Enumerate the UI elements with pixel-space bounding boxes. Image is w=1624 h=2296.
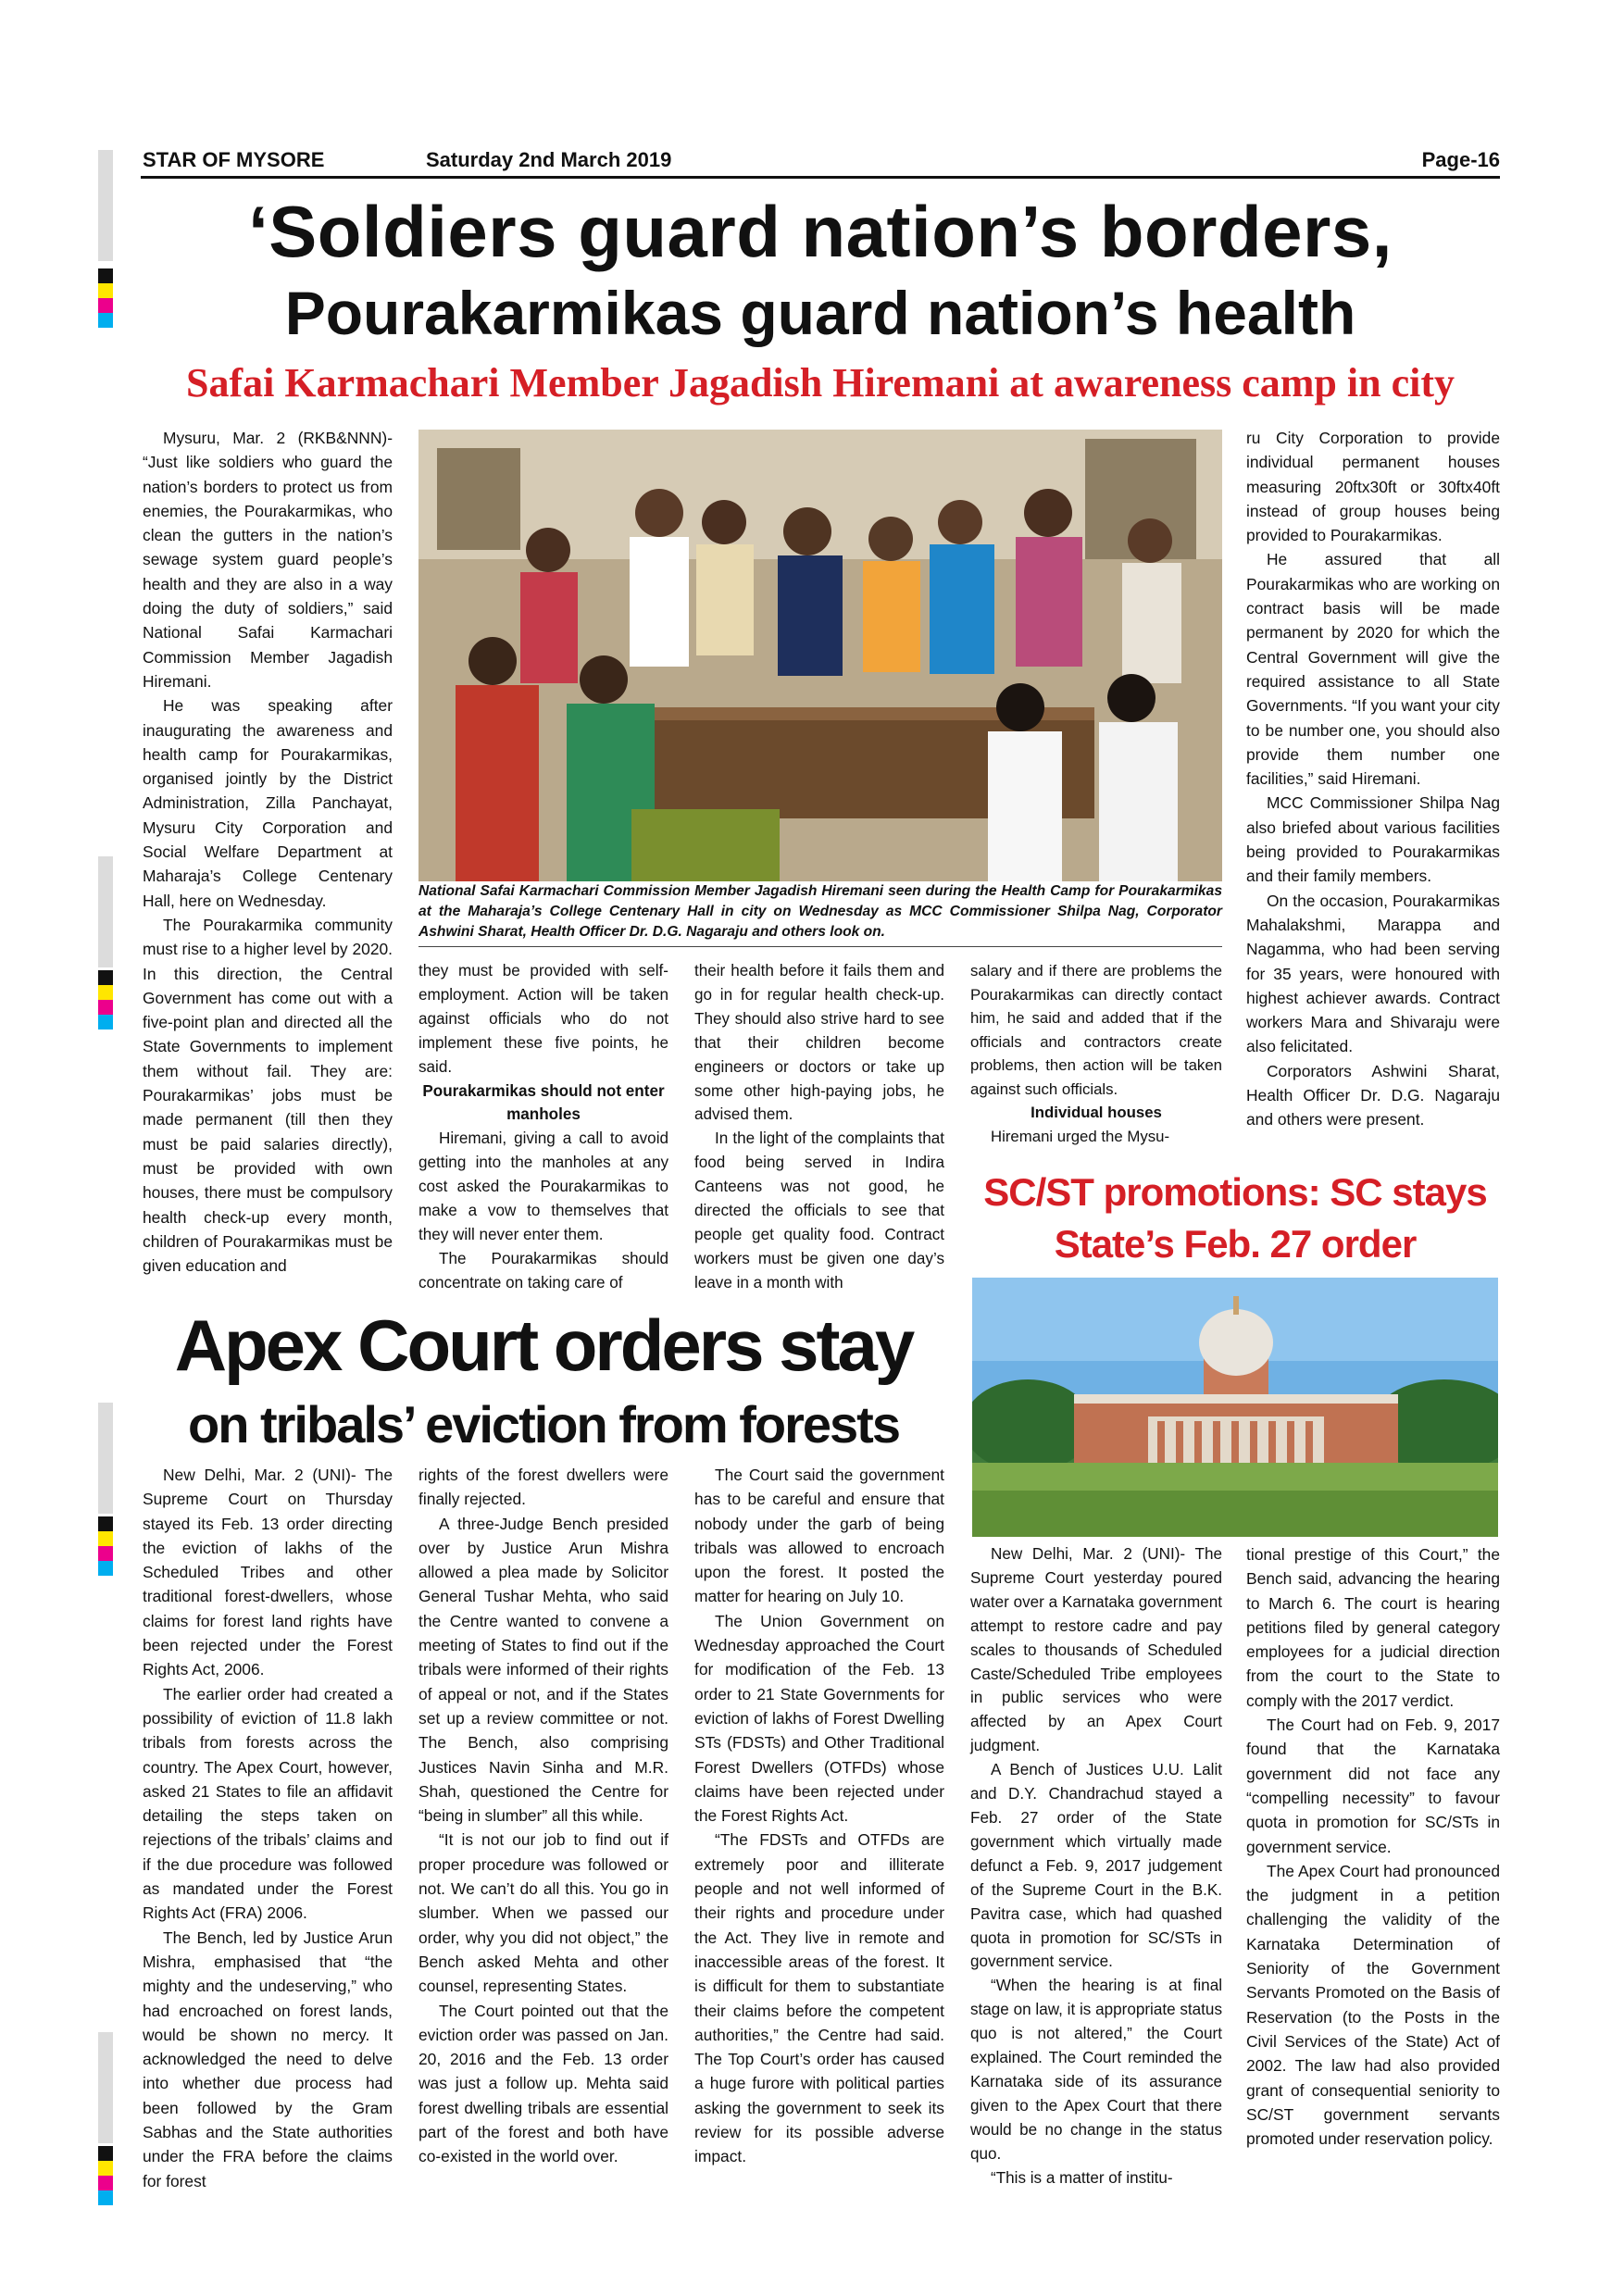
- paragraph: The Court said the government has to be careful and ensure that nobody under the garb of being tribals was allowed to encroach upon the forest. It posted the matter for hearing on July 10.: [694, 1466, 944, 1606]
- story2-headline-line2: on tribals’ eviction from forests: [188, 1395, 899, 1454]
- paragraph: MCC Commissioner Shilpa Nag also briefed about various facilities being provided to Pourakarmikas and their family members.: [1246, 793, 1500, 886]
- color-swatch-magenta: [98, 1000, 113, 1015]
- color-swatch-magenta: [98, 2176, 113, 2190]
- color-swatch-yellow: [98, 1531, 113, 1546]
- paragraph: The Apex Court had pronounced the judgment in a petition challenging the validity of the Karnataka Determination of Seniority of the Government Servants Promoted on the Basis of Reservation (to the Posts in the Civil Services of the State) Act of 2002. The law had also provided grant of consequential seniority to SC/ST government servants promoted under reservation policy.: [1246, 1861, 1500, 2149]
- story2-headline-line1: Apex Court orders stay: [174, 1304, 913, 1386]
- story3-headline-line2: State’s Feb. 27 order: [1054, 1222, 1417, 1266]
- supreme-court-photo: [972, 1278, 1498, 1537]
- color-swatch-black: [98, 1516, 113, 1531]
- paragraph: The Court pointed out that the eviction order was passed on Jan. 20, 2016 and the Feb. 13 order was just a follow up. Mehta said forest dwelling tribals are essential part of the forest and both have co-existed in the world over.: [418, 2001, 668, 2166]
- paragraph: “It is not our job to find out if proper procedure was followed or not. We can’t do all this. You go in slumber. When we passed our order, why you did not object,” the Bench asked Mehta and other counsel, representing States.: [418, 1830, 668, 1996]
- color-swatch-magenta: [98, 298, 113, 313]
- story1-crosshead-houses: Individual houses: [1031, 1104, 1162, 1121]
- masthead-paper-name: STAR OF MYSORE: [143, 148, 325, 171]
- story1-column-5: [1246, 426, 1500, 1132]
- story1-subhead: Safai Karmachari Member Jagadish Hiremani at awareness camp in city: [186, 360, 1455, 406]
- story2-column-2: [418, 1463, 668, 2169]
- color-swatch-magenta: [98, 1546, 113, 1561]
- paragraph: “This is a matter of institu-: [991, 2168, 1173, 2187]
- color-swatch-yellow: [98, 2161, 113, 2176]
- paragraph: He assured that all Pourakarmikas who are working on contract basis will be made permanent by 2020 for which the Central Government will give the required assistance to all State Governments. “If you want your city to be number one, you should also provide them number one facilities,” said Hiremani.: [1246, 550, 1500, 789]
- story3-headline-line1: SC/ST promotions: SC stays: [983, 1170, 1487, 1214]
- paragraph: salary and if there are problems the Pourakarmikas can directly contact him, he said and added that if the officials and contractors create problems, then action will be taken against such officials.: [970, 962, 1222, 1098]
- paragraph: On the occasion, Pourakarmikas Mahalakshmi, Marappa and Nagamma, who had been serving for 35 years, were honoured with highest achiever awards. Contract workers Mara and Shivaraju were also felicitated.: [1246, 891, 1500, 1056]
- paragraph: The Bench, led by Justice Arun Mishra, emphasised that “the mighty and the undeserving,” who had encroached on forest lands, would be shown no mercy. It acknowledged the need to delve into whether due process had been followed by the Gram Sabhas and the State authorities under the FRA before the claims for forest: [143, 1928, 393, 2190]
- color-swatch-cyan: [98, 313, 113, 328]
- paragraph: The Court had on Feb. 9, 2017 found that the Karnataka government did not face any “compelling necessity” to favour quota in promotion for SC/STs in government service.: [1246, 1716, 1500, 1856]
- paragraph: Hiremani, giving a call to avoid getting into the manholes at any cost asked the Pourakarmikas to make a vow to themselves that they will never enter them.: [418, 1129, 668, 1243]
- story3-column-1: [970, 1542, 1222, 2190]
- photo-caption: National Safai Karmachari Commission Member Jagadish Hiremani seen during the Health Camp for Pourakarmikas at the Maharaja’s College Centenary Hall in city on Wednesday as MCC Commissioner Shilpa Nag, Corporator Ashwini Sharat, Health Officer Dr. D.G. Nagaraju and others look on.: [418, 883, 1222, 940]
- health-camp-illustration: [418, 430, 1222, 881]
- paragraph: New Delhi, Mar. 2 (UNI)- The Supreme Court on Thursday stayed its Feb. 13 order directing the eviction of lakhs of the Scheduled Tribes and other traditional forest-dwellers, whose claims for forest land rights have been rejected under the Forest Rights Act, 2006.: [143, 1466, 393, 1679]
- paragraph: A Bench of Justices U.U. Lalit and D.Y. Chandrachud stayed a Feb. 27 order of the State government which virtually made defunct a Feb. 9, 2017 judgement of the Supreme Court in the B.K. Pavitra case, which had quashed quota in promotion for SC/STs in government service.: [970, 1761, 1222, 1971]
- paragraph: New Delhi, Mar. 2 (UNI)- The Supreme Court yesterday poured water over a Karnataka government attempt to restore cadre and pay scales to thousands of Scheduled Caste/Scheduled Tribe employees in public services who were affected by an Apex Court judgment.: [970, 1545, 1222, 1755]
- supreme-court-illustration: [972, 1278, 1498, 1537]
- print-registration-bar: [98, 1403, 113, 1514]
- masthead-rule: [141, 176, 1500, 179]
- paragraph: ru City Corporation to provide individual permanent houses measuring 20ftx30ft or 30ftx40ft instead of group houses being provided to Pourakarmikas.: [1246, 429, 1500, 545]
- color-swatch-yellow: [98, 985, 113, 1000]
- story1-column-2: [418, 959, 668, 1295]
- paragraph: rights of the forest dwellers were finally rejected.: [418, 1466, 668, 1509]
- story1-column-3: [694, 959, 944, 1295]
- paragraph: they must be provided with self-employment. Action will be taken against officials who do not implement these five points, he said.: [418, 962, 668, 1076]
- color-swatch-yellow: [98, 283, 113, 298]
- paragraph: The earlier order had created a possibility of eviction of 11.8 lakh tribals from forests across the country. The Apex Court, however, asked 21 States to file an affidavit detailing the steps taken on rejections of the tribals’ claims and if the due procedure was followed as mandated under the Forest Rights Act (FRA) 2006.: [143, 1684, 393, 1923]
- masthead-date: Saturday 2nd March 2019: [426, 148, 672, 171]
- paragraph: In the light of the complaints that food being served in Indira Canteens was not good, he directed the officials to see that people get quality food. Contract workers must be given one day’s leave in a month with: [694, 1129, 944, 1292]
- color-swatch-cyan: [98, 1561, 113, 1576]
- paragraph: “When the hearing is at final stage on law, it is appropriate status quo is not altered,” the Court explained. The Court reminded the Karnataka side of its assurance given to the Apex Court that there would be no change in the status quo.: [970, 1977, 1222, 2163]
- color-swatch-black: [98, 2146, 113, 2161]
- paragraph: Hiremani urged the Mysu-: [991, 1127, 1170, 1145]
- health-camp-photo: [418, 430, 1222, 881]
- color-swatch-black: [98, 970, 113, 985]
- story1-headline-line1: ‘Soldiers guard nation’s borders,: [248, 191, 1393, 272]
- print-registration-bar: [98, 856, 113, 967]
- color-swatch-cyan: [98, 2190, 113, 2205]
- print-registration-bar: [98, 2032, 113, 2143]
- paragraph: The Pourakarmika community must rise to a higher level by 2020. In this direction, the Central Government has come out with a five-point plan and directed all the State Governments to implement them without fail. They are: Pourakarmikas’ jobs must be made permanent (till then they must be paid salaries directly), must be provided with own houses, there must be compulsory health check-up every month, children of Pourakarmikas must be given education and: [143, 915, 393, 1276]
- paragraph: tional prestige of this Court,” the Bench said, advancing the hearing to March 6. The court is hearing petitions filed by general category employees for a judicial direction from the court to the State to comply with the 2017 verdict.: [1246, 1545, 1500, 1710]
- paragraph: their health before it fails them and go in for regular health check-up. They should also strive hard to see that their children become engineers or doctors or take up some other high-paying jobs, he advised them.: [694, 962, 944, 1124]
- paragraph: Mysuru, Mar. 2 (RKB&NNN)- “Just like soldiers who guard the nation’s borders to protect us from enemies, the Pourakarmikas, who clean the gutters in the nation’s sewage system guard people’s health and they are also in a way doing the duty of soldiers,” said National Safai Karmachari Commission Member Jagadish Hiremani.: [143, 429, 393, 691]
- caption-rule: [418, 946, 1222, 947]
- story3-column-2: [1246, 1542, 1500, 2151]
- story1-column-1: [143, 426, 393, 1278]
- paragraph: The Pourakarmikas should concentrate on taking care of: [418, 1249, 668, 1292]
- paragraph: “The FDSTs and OTFDs are extremely poor and illiterate people and not well informed of their rights and procedure under the Act. They live in remote and inaccessible areas of the forest. It is difficult for them to substantiate their claims before the competent authorities,” the Centre had said. The Top Court’s order has caused a huge furore with political parties asking the government to seek its review for its possible adverse impact.: [694, 1830, 944, 2166]
- paragraph: Corporators Ashwini Sharat, Health Officer Dr. D.G. Nagaraju and others were present.: [1246, 1061, 1500, 1129]
- masthead-page-number: Page-16: [1421, 148, 1500, 171]
- story2-column-3: [694, 1463, 944, 2169]
- print-registration-bar: [98, 150, 113, 261]
- paragraph: He was speaking after inaugurating the awareness and health camp for Pourakarmikas, organised jointly by the District Administration, Zilla Panchayat, Mysuru City Corporation and Social Welfare Department at Maharaja’s College Centenary Hall, here on Wednesday.: [143, 696, 393, 910]
- paragraph: The Union Government on Wednesday approached the Court for modification of the Feb. 13 order to 21 State Governments for eviction of lakhs of Forest Dwelling STs (FDSTs) and Other Traditional Forest Dwellers (OTFDs) whose claims have been rejected under the Forest Rights Act.: [694, 1611, 944, 1826]
- paragraph: A three-Judge Bench presided over by Justice Arun Mishra allowed a plea made by Solicitor General Tushar Mehta, who said the Centre wanted to convene a meeting of States to find out if the tribals were informed of their rights of appeal or not, and if the States set up a review committee or not. The Bench, also comprising Justices Navin Sinha and M.R. Shah, questioned the Centre for “being in slumber” all this while.: [418, 1514, 668, 1826]
- story2-column-1: [143, 1463, 393, 2193]
- color-swatch-cyan: [98, 1015, 113, 1029]
- story1-column-4: [970, 959, 1222, 1148]
- story1-headline-line2: Pourakarmikas guard nation’s health: [284, 279, 1356, 347]
- story1-crosshead-manholes: Pourakarmikas should not enter manholes: [422, 1081, 665, 1124]
- color-swatch-black: [98, 268, 113, 283]
